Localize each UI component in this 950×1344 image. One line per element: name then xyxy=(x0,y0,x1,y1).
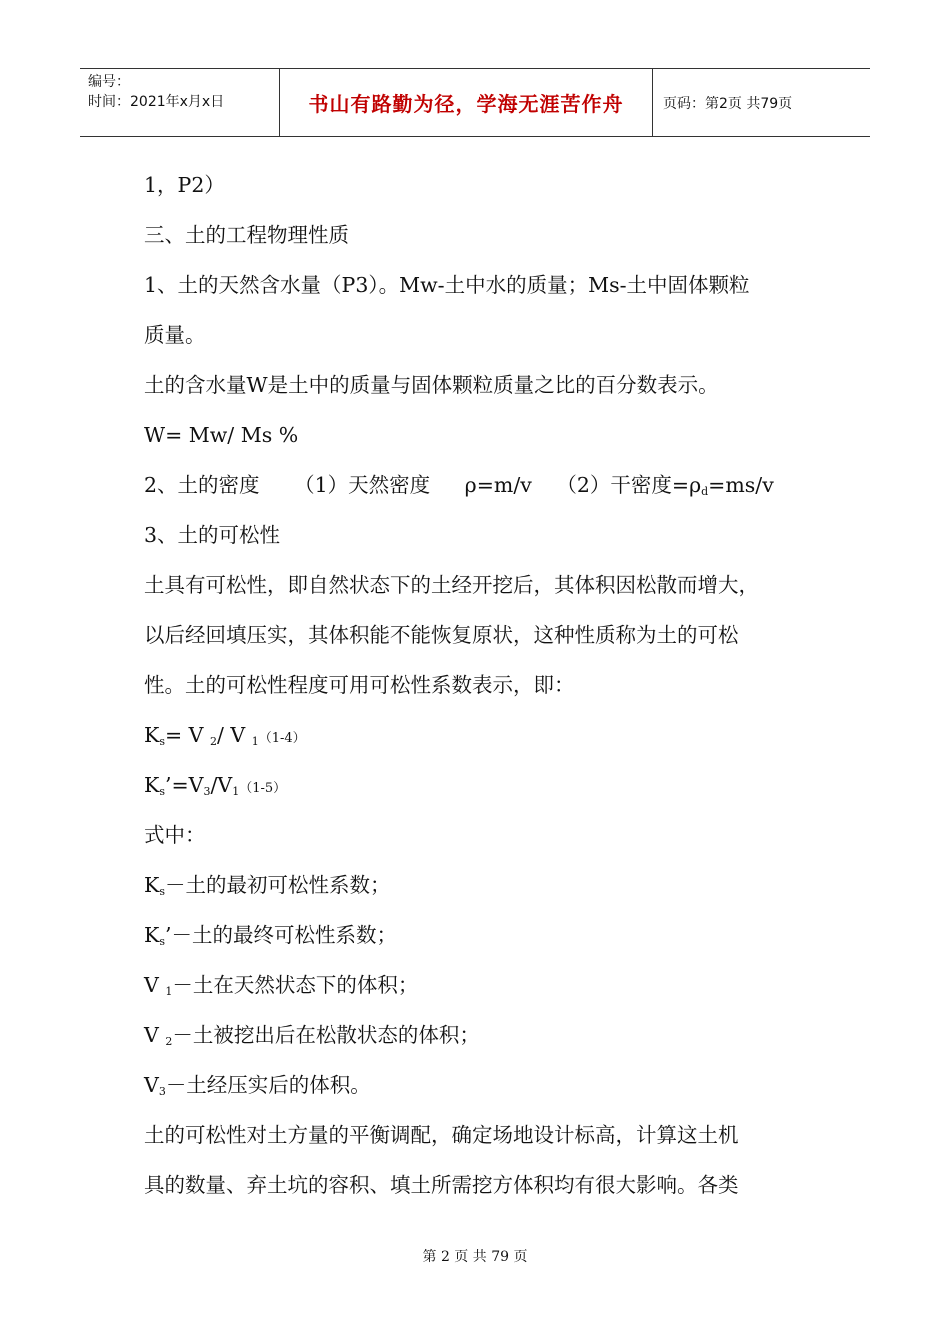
header-page-number: 页码：第2页 共79页 xyxy=(663,95,793,112)
paragraph: 土的含水量W是土中的质量与固体颗粒质量之比的百分数表示。 xyxy=(144,373,719,397)
paragraph: 式中： xyxy=(144,823,206,847)
subsection-heading: 3、土的可松性 xyxy=(144,523,281,547)
page-header xyxy=(80,68,870,137)
formula-1-4: $K_s= V$ $_2$/ V $_1$（1-4） xyxy=(144,723,306,748)
definition-item: $K_s’-$土的最终可松性系数； xyxy=(144,923,398,948)
definition-item: $K_s-$土的最初可松性系数； xyxy=(144,873,391,898)
paragraph: 具的数量、弃土坑的容积、填土所需挖方体积均有很大影响。各类 xyxy=(144,1173,739,1197)
page-footer: 第 2 页 共 79 页 xyxy=(422,1249,528,1265)
paragraph: 性。土的可松性程度可用可松性系数表示，即： xyxy=(144,673,575,697)
time-label: 时间：2021年x月x日 xyxy=(88,94,225,110)
header-motto: 书山有路勤为径，学海无涯苦作舟 xyxy=(280,69,653,136)
definition-item: V $_1$－土在天然状态下的体积； xyxy=(144,973,419,998)
definition-item: $V_3-$土经压实后的体积。 xyxy=(144,1073,371,1098)
paragraph: 1、土的天然含水量（P3）。Mw-土中水的质量；Ms-土中固体颗粒 xyxy=(144,273,750,297)
document-body xyxy=(144,168,824,1218)
definition-item: V $_2$－土被挖出后在松散状态的体积； xyxy=(144,1023,480,1048)
density-heading: 2、土的密度 xyxy=(144,473,260,497)
header-info-cell xyxy=(80,69,280,136)
formula-water-content: W= Mw/ Ms % xyxy=(144,423,299,447)
natural-density-label: （1）天然密度 xyxy=(294,473,431,497)
natural-density-formula: ρ=m/v xyxy=(464,473,532,497)
formula-1-5: $K_s’=V_3/V_1(1-5)$ xyxy=(144,773,287,798)
paragraph: 以后经回填压实，其体积能不能恢复原状，这种性质称为土的可松 xyxy=(144,623,739,647)
section-heading: 三、土的工程物理性质 xyxy=(144,223,349,247)
paragraph: 质量。 xyxy=(144,323,206,347)
dry-density-label: （2）干密度=ρ xyxy=(556,473,702,497)
formula-tag: （1-5） xyxy=(239,781,287,796)
code-label: 编号： xyxy=(88,74,130,90)
density-line: 2、土的密度 （1）天然密度 ρ=m/v （2）干密度$=\rho_d=ms/v$ xyxy=(144,473,774,498)
paragraph: 土的可松性对土方量的平衡调配，确定场地设计标高，计算这土机 xyxy=(144,1123,739,1147)
paragraph: 土具有可松性，即自然状态下的土经开挖后，其体积因松散而增大， xyxy=(144,573,759,597)
formula-tag: （1-4） xyxy=(258,731,306,746)
paragraph: 1，P2） xyxy=(144,173,225,197)
